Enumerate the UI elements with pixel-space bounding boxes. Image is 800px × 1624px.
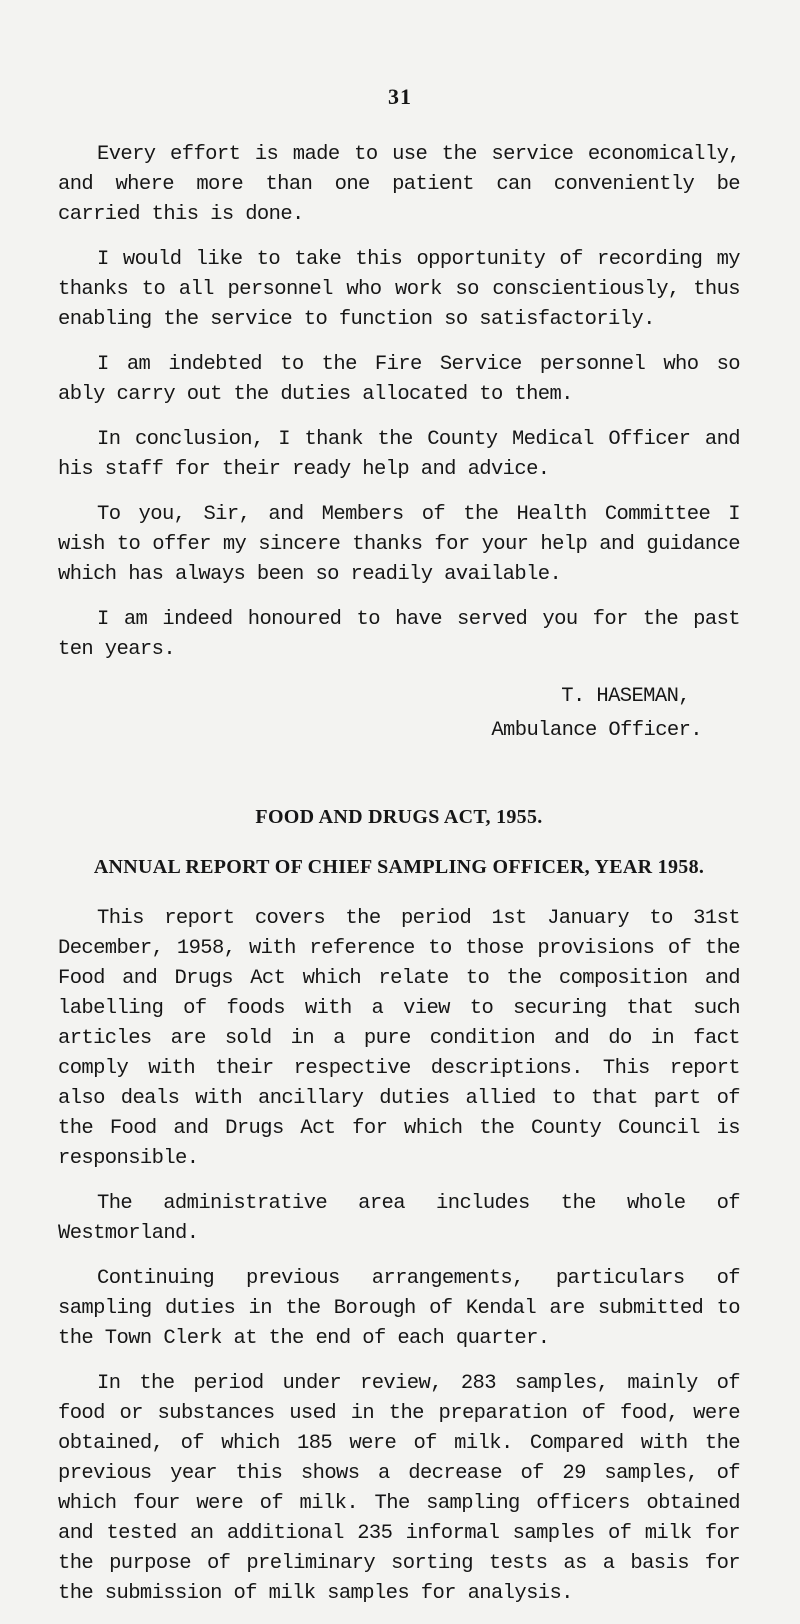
paragraph: This report covers the period 1st January to 31st December, 1958, with reference to those provisions of the Food and Drugs Act which relate to the composition and labelling of foods with a view to securing that such articles are sold in a pure condition and do in fact comply with their respective descriptions. This report also deals with ancillary duties allied to that part of the Food and Drugs Act for which the County Council is responsible. xyxy=(58,907,740,1170)
paragraph: In conclusion, I thank the County Medical Officer and his staff for their ready help and advice. xyxy=(58,428,740,481)
paragraph: I would like to take this opportunity of recording my thanks to all personnel who work so conscientiously, thus enabling the service to function so satisfactorily. xyxy=(58,248,740,331)
page-number: 31 xyxy=(388,84,412,109)
signature-name: T. HASEMAN, xyxy=(561,685,690,708)
paragraph: I am indeed honoured to have served you for the past ten years. xyxy=(58,608,740,661)
paragraph: I am indebted to the Fire Service personnel who so ably carry out the duties allocated to them. xyxy=(58,353,740,406)
report-heading: ANNUAL REPORT OF CHIEF SAMPLING OFFICER, YEAR 1958. xyxy=(93,856,705,878)
signature-block xyxy=(58,680,702,748)
section-heading: FOOD AND DRUGS ACT, 1955. xyxy=(255,806,543,828)
document-body xyxy=(58,140,740,1624)
paragraph: The administrative area includes the whole of Westmorland. xyxy=(58,1192,740,1245)
paragraph: Continuing previous arrangements, particulars of sampling duties in the Borough of Kendal are submitted to the Town Clerk at the end of each quarter. xyxy=(58,1267,740,1350)
paragraph: In the period under review, 283 samples, mainly of food or substances used in the preparation of food, were obtained, of which 185 were of milk. Compared with the previous year this shows a decrease of 29 samples, of which four were of milk. The sampling officers obtained and tested an additional 235 informal samples of milk for the purpose of preliminary sorting tests as a basis for the submission of milk samples for analysis. xyxy=(58,1372,740,1605)
paragraph: Every effort is made to use the service economically, and where more than one patient can conveniently be carried this is done. xyxy=(58,143,740,226)
paragraph: To you, Sir, and Members of the Health Committee I wish to offer my sincere thanks for your help and guidance which has always been so readily available. xyxy=(58,503,740,586)
signature-title: Ambulance Officer. xyxy=(491,719,702,742)
